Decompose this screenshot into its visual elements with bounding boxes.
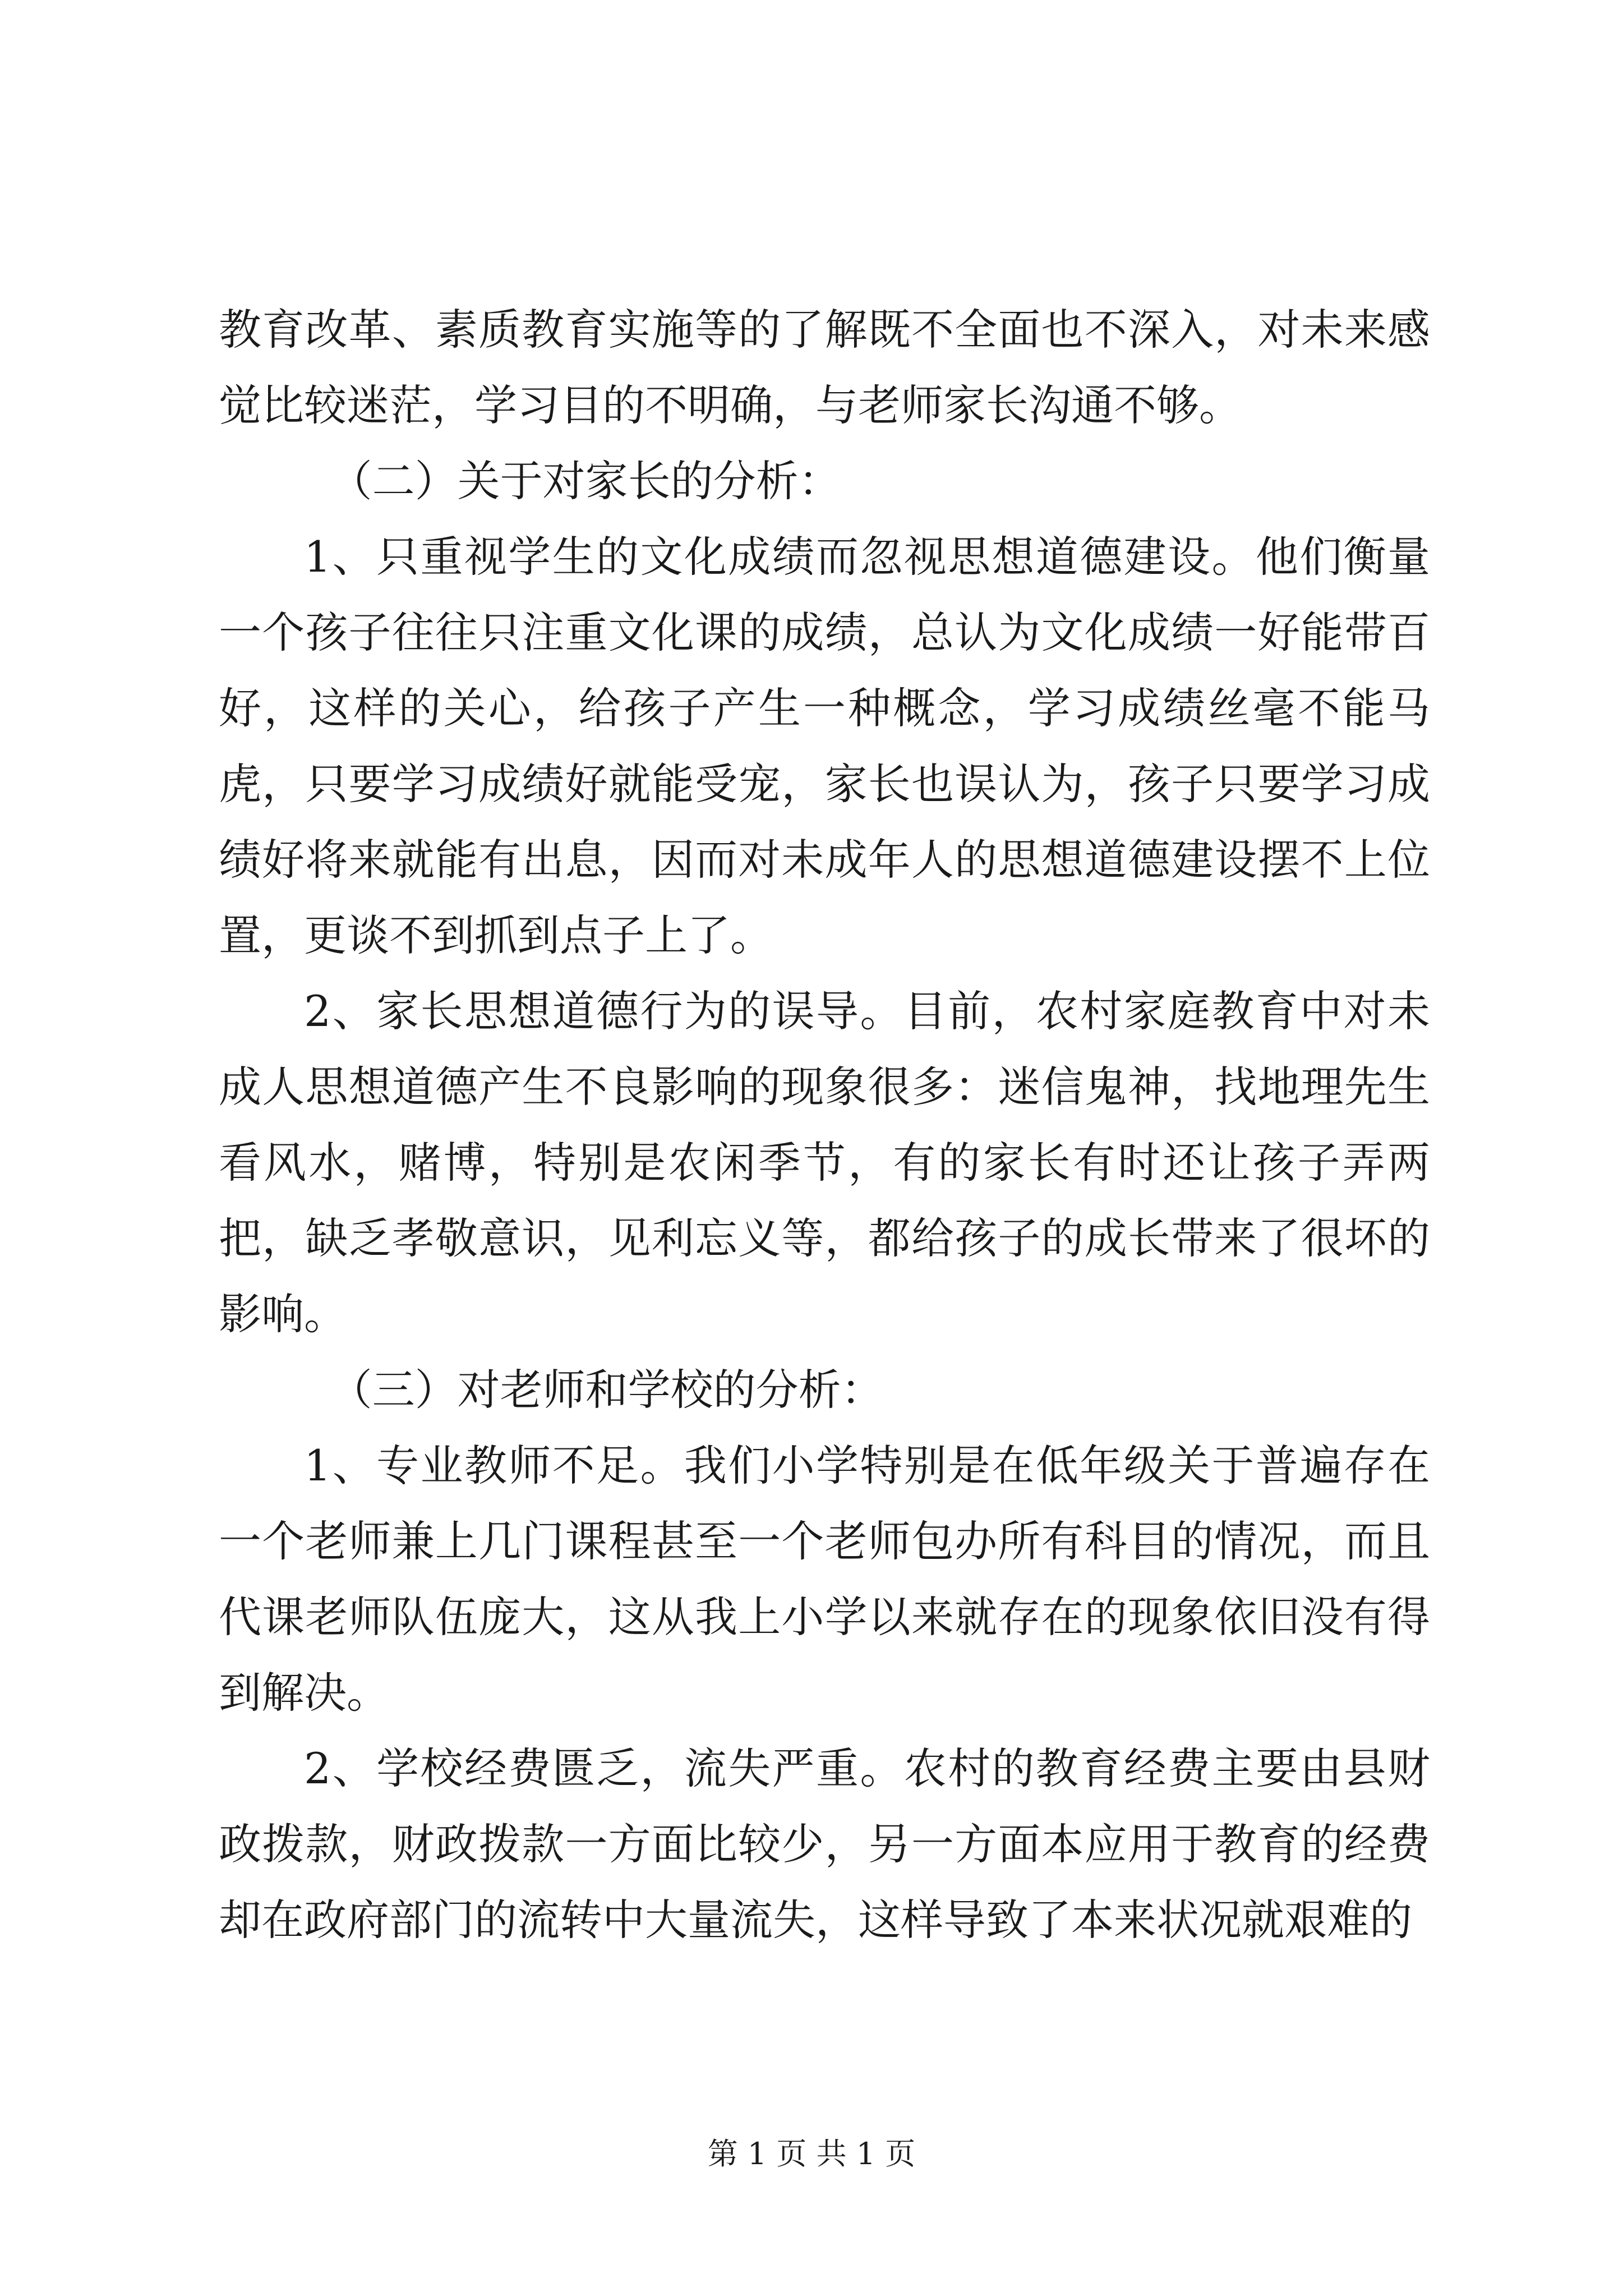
document-body <box>219 292 1430 1958</box>
page-number-label: 第 1 页 共 1 页 <box>707 2136 916 2171</box>
paragraph-parents-2: 2、家长思想道德行为的误导。目前，农村家庭教育中对未成人思想道德产生不良影响的现象很多：迷信鬼神，找地理先生看风水，赌博，特别是农闲季节，有的家长有时还让孩子弄两把，缺乏孝敬意识，见利忘义等，都给孩子的成长带来了很坏的影响。 <box>219 986 1430 1339</box>
section-heading-parents: （二）关于对家长的分析： <box>329 456 841 506</box>
paragraph-teachers-2: 2、学校经费匮乏，流失严重。农村的教育经费主要由县财政拨款，财政拨款一方面比较少，另一方面本应用于教育的经费却在政府部门的流转中大量流失，这样导致了本来状况就艰难的 <box>219 1743 1430 1945</box>
paragraph-parents-1: 1、只重视学生的文化成绩而忽视思想道德建设。他们衡量一个孩子往往只注重文化课的成绩，总认为文化成绩一好能带百好，这样的关心，给孩子产生一种概念，学习成绩丝毫不能马虎，只要学习成绩好就能受宠，家长也误认为，孩子只要学习成绩好将来就能有出息，因而对未成年人的思想道德建设摆不上位置，更谈不到抓到点子上了。 <box>219 532 1430 960</box>
paragraph-continuation: 教育改革、素质教育实施等的了解既不全面也不深入，对未来感觉比较迷茫，学习目的不明确，与老师家长沟通不够。 <box>219 305 1430 430</box>
section-heading-teachers-schools: （三）对老师和学校的分析： <box>329 1365 884 1415</box>
page-footer <box>0 2132 1623 2177</box>
paragraph-teachers-1: 1、专业教师不足。我们小学特别是在低年级关于普遍存在一个老师兼上几门课程甚至一个老师包办所有科目的情况，而且代课老师队伍庞大，这从我上小学以来就存在的现象依旧没有得到解决。 <box>219 1441 1430 1718</box>
